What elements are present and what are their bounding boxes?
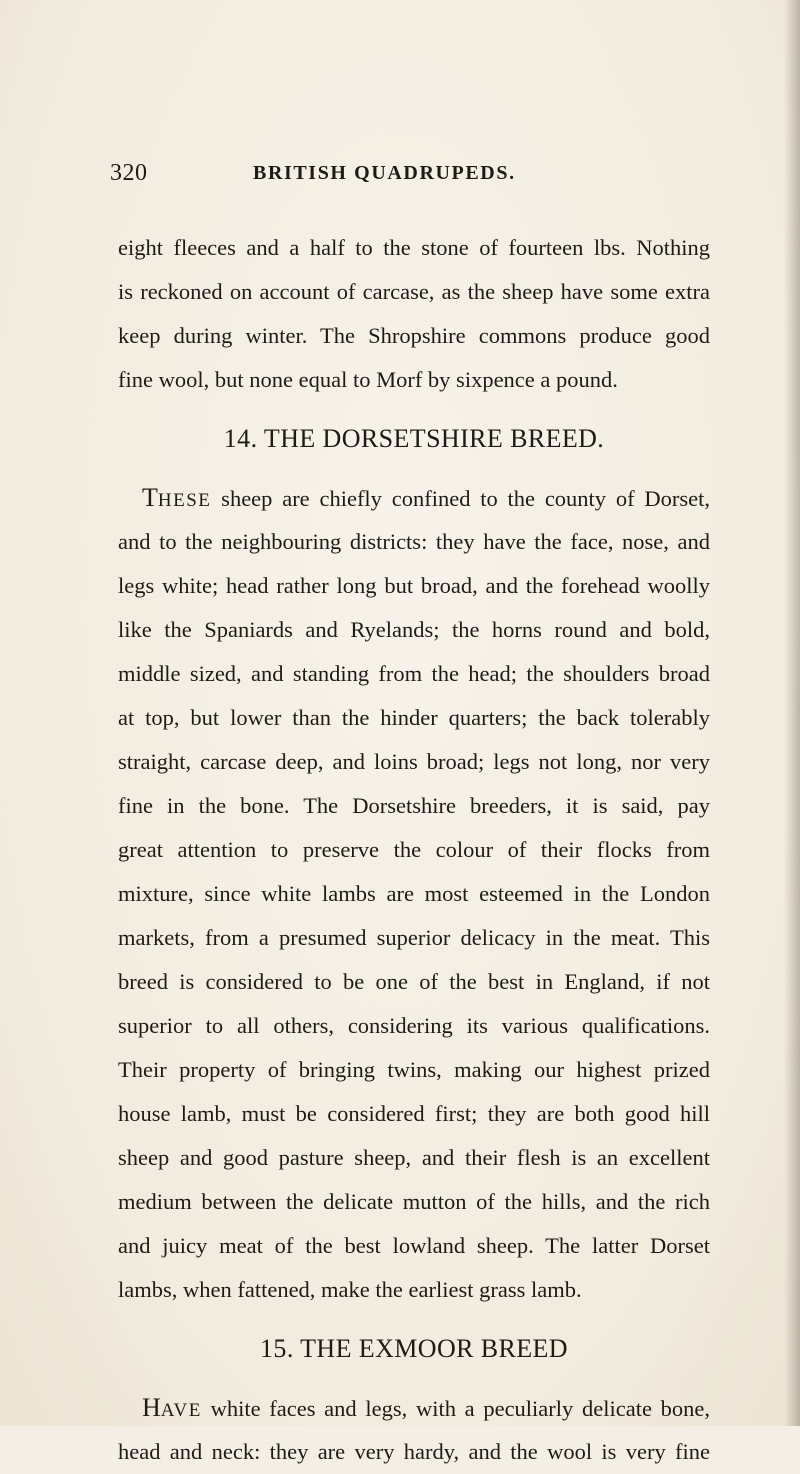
text-line-rest: sheep are chiefly confined to the county of Dorset, [211, 486, 710, 511]
text-line: middle sized, and standing from the head; the shoulders broad [118, 661, 710, 686]
text-line: and juicy meat of the best lowland sheep. The latter Dorset [118, 1233, 710, 1258]
text-line: legs white; head rather long but broad, and the forehead woolly [118, 573, 710, 598]
text-line: lambs, when fattened, make the earliest grass lamb. [118, 1277, 582, 1302]
text-line: Their property of bringing twins, making our highest prized [118, 1057, 710, 1082]
text-line: house lamb, must be considered first; they are both good hill [118, 1101, 710, 1126]
small-caps-word: HESE [157, 490, 212, 511]
text-line: and to the neighbouring districts: they have the face, nose, and [118, 529, 710, 554]
text-line: like the Spaniards and Ryelands; the horns round and bold, [118, 617, 710, 642]
text-line: keep during winter. The Shropshire commons produce good [118, 323, 710, 348]
text-line-paragraph-start [118, 1386, 710, 1430]
text-line: great attention to preserve the colour of their flocks from [118, 837, 710, 862]
section-heading-dorsetshire: 14. THE DORSETSHIRE BREED. [223, 424, 605, 453]
running-head: BRITISH QUADRUPEDS. [253, 162, 516, 184]
text-line: superior to all others, considering its various qualifications. [118, 1013, 710, 1038]
page-number: 320 [110, 160, 148, 186]
text-line: medium between the delicate mutton of the hills, and the rich [118, 1189, 710, 1214]
text-line: head and neck: they are very hardy, and the wool is very fine [118, 1439, 710, 1464]
initial-capital: T [142, 483, 158, 512]
text-line: fine in the bone. The Dorsetshire breeders, it is said, pay [118, 793, 710, 818]
text-line: eight fleeces and a half to the stone of fourteen lbs. Nothing [118, 235, 710, 260]
text-line: mixture, since white lambs are most esteemed in the London [118, 881, 710, 906]
initial-capital: H [142, 1393, 161, 1422]
small-caps-word: AVE [160, 1400, 202, 1421]
text-line: breed is considered to be one of the best in England, if not [118, 969, 710, 994]
text-line-rest: white faces and legs, with a peculiarly delicate bone, [201, 1396, 710, 1421]
page-header [110, 160, 710, 200]
section-heading-exmoor: 15. THE EXMOOR BREED [260, 1334, 568, 1363]
page-edge-shadow [784, 0, 800, 1426]
text-line: fine wool, but none equal to Morf by sixpence a pound. [118, 367, 618, 392]
text-line: is reckoned on account of carcase, as the sheep have some extra [118, 279, 710, 304]
text-line: straight, carcase deep, and loins broad; legs not long, nor very [118, 749, 710, 774]
body-text [118, 226, 710, 1474]
text-line-paragraph-start [118, 476, 710, 520]
text-line: sheep and good pasture sheep, and their flesh is an excellent [118, 1145, 710, 1170]
text-line: at top, but lower than the hinder quarters; the back tolerably [118, 705, 710, 730]
text-line: markets, from a presumed superior delicacy in the meat. This [118, 925, 710, 950]
